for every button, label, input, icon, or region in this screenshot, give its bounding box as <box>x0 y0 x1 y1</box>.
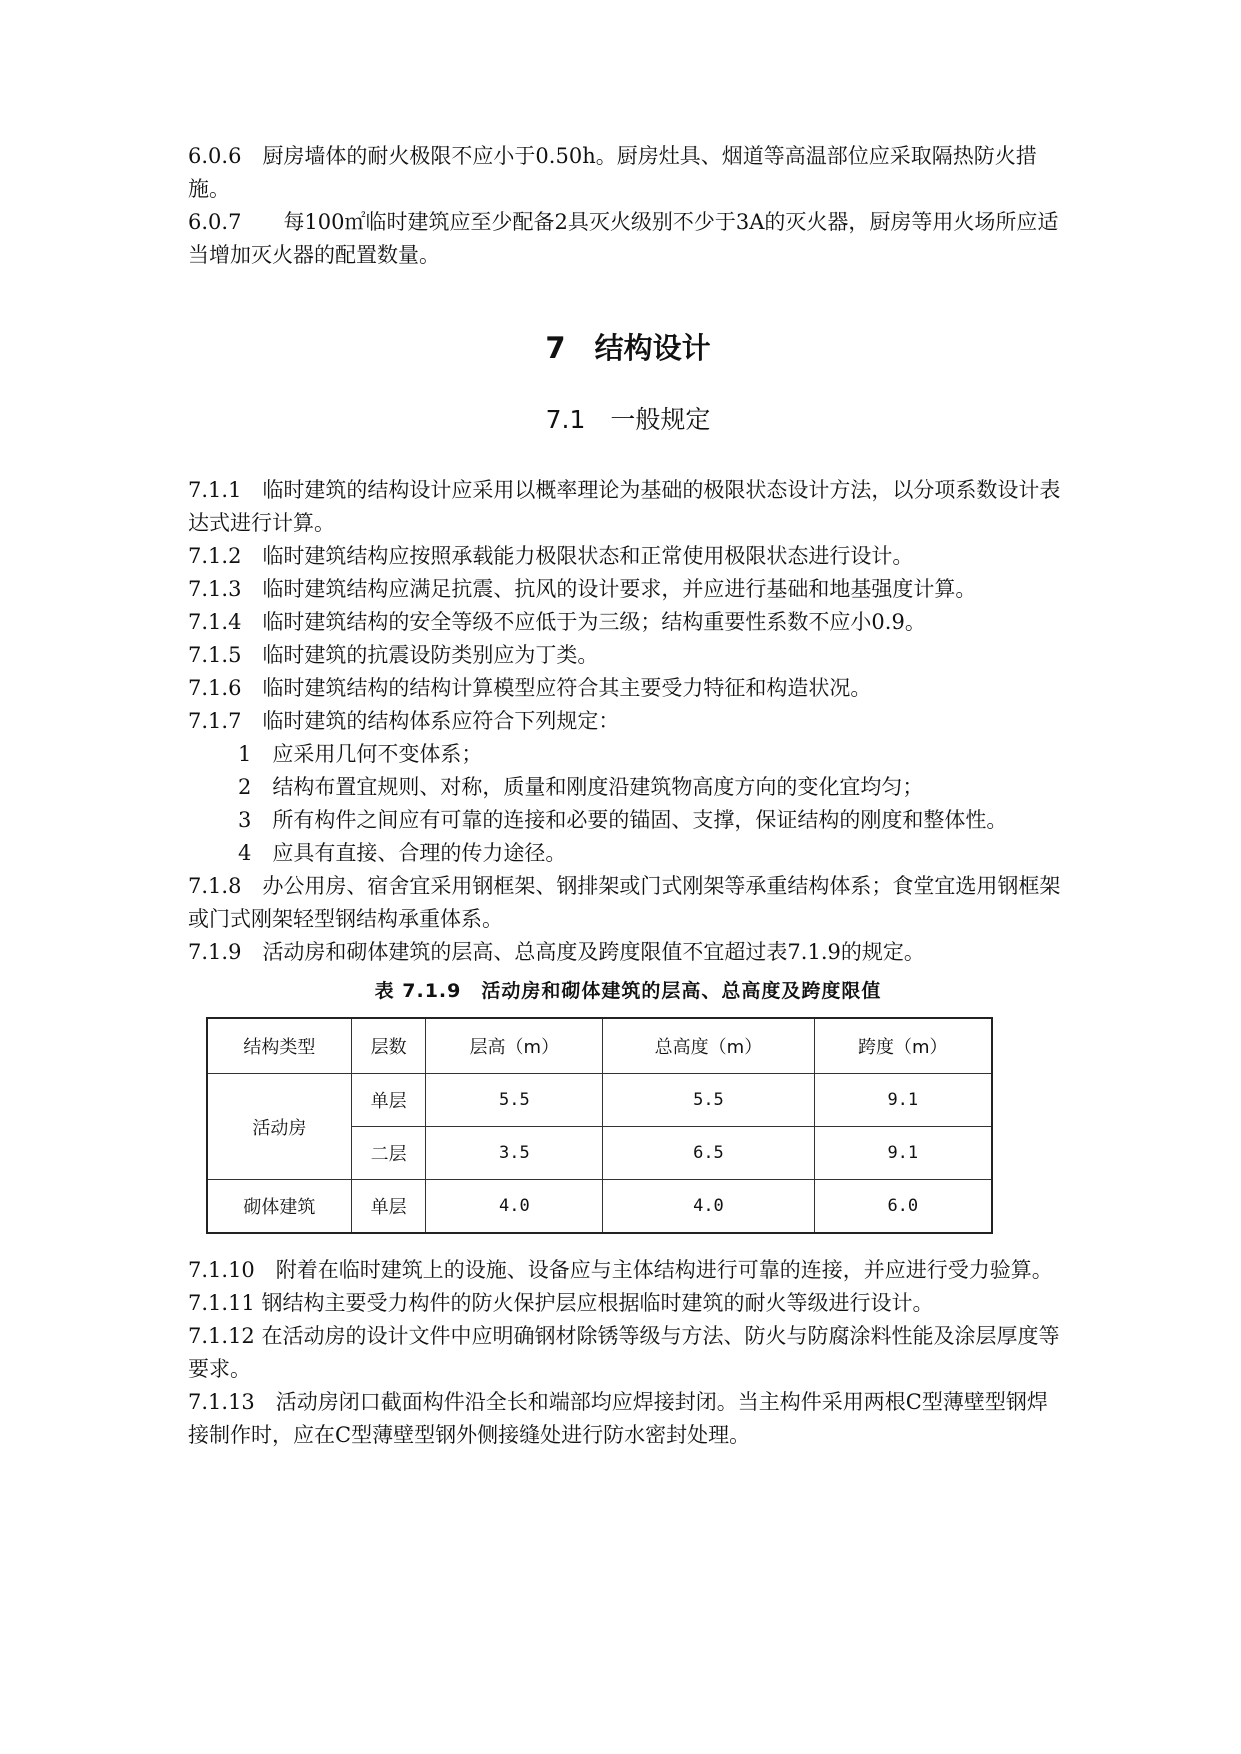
clause-text: 附着在临时建筑上的设施、设备应与主体结构进行可靠的连接，并应进行受力验算。 <box>275 1258 1053 1282</box>
total-height-cell: 4.0 <box>603 1180 814 1234</box>
clause-7-1-9 <box>188 936 1068 969</box>
column-header: 层数 <box>351 1018 426 1074</box>
clause-number: 7.1.5 <box>188 643 242 667</box>
total-height-cell: 6.5 <box>603 1127 814 1180</box>
clause-text: 办公用房、宿舍宜采用钢框架、钢排架或门式刚架等承重结构体系；食堂宜选用钢框架或门式刚架轻型钢结构承重体系。 <box>188 874 1061 931</box>
clause-7-1-4 <box>188 606 1068 639</box>
story-height-cell: 3.5 <box>426 1127 603 1180</box>
clause-7-1-7 <box>188 705 1068 738</box>
clause-6-0-6 <box>188 140 1068 206</box>
clause-text: 临时建筑的结构设计应采用以概率理论为基础的极限状态设计方法，以分项系数设计表达式进行计算。 <box>188 478 1061 535</box>
section-title: 一般规定 <box>610 405 711 434</box>
limits-table <box>206 1017 993 1234</box>
story-height-cell: 5.5 <box>426 1074 603 1127</box>
clause-text: 钢结构主要受力构件的防火保护层应根据临时建筑的耐火等级进行设计。 <box>261 1291 934 1315</box>
item-number: 4 <box>238 841 252 865</box>
clause-7-1-6 <box>188 672 1068 705</box>
clause-number: 7.1.1 <box>188 478 242 502</box>
table-row <box>207 1180 992 1234</box>
clause-number: 7.1.6 <box>188 676 242 700</box>
clause-7-1-3 <box>188 573 1068 606</box>
clause-text: 活动房和砌体建筑的层高、总高度及跨度限值不宜超过表7.1.9的规定。 <box>262 940 925 964</box>
item-number: 1 <box>238 742 252 766</box>
clause-text: 临时建筑的结构体系应符合下列规定： <box>262 709 620 733</box>
clause-text: 临时建筑结构的结构计算模型应符合其主要受力特征和构造状况。 <box>262 676 872 700</box>
clause-number: 7.1.13 <box>188 1390 255 1414</box>
clause-7-1-5 <box>188 639 1068 672</box>
floors-cell: 单层 <box>351 1074 426 1127</box>
total-height-cell: 5.5 <box>603 1074 814 1127</box>
document-page <box>188 140 1068 1452</box>
clause-text: 临时建筑结构应满足抗震、抗风的设计要求，并应进行基础和地基强度计算。 <box>262 577 977 601</box>
clause-6-0-7 <box>188 206 1068 272</box>
clause-number: 7.1.7 <box>188 709 242 733</box>
clause-number: 6.0.6 <box>188 144 242 168</box>
column-header: 跨度（m） <box>814 1018 992 1074</box>
clause-text: 活动房闭口截面构件沿全长和端部均应焊接封闭。当主构件采用两根C型薄壁型钢焊接制作时，应在C型薄壁型钢外侧接缝处进行防水密封处理。 <box>188 1390 1048 1447</box>
list-item <box>188 771 1068 804</box>
item-number: 3 <box>238 808 252 832</box>
story-height-cell: 4.0 <box>426 1180 603 1234</box>
clause-7-1-8 <box>188 870 1068 936</box>
clause-7-1-13 <box>188 1386 1068 1452</box>
clause-7-1-11 <box>188 1287 1068 1320</box>
item-text: 结构布置宜规则、对称，质量和刚度沿建筑物高度方向的变化宜均匀； <box>272 775 924 799</box>
chapter-heading <box>188 328 1068 368</box>
clause-text: 临时建筑结构的安全等级不应低于为三级；结构重要性系数不应小0.9。 <box>262 610 926 634</box>
list-item <box>188 804 1068 837</box>
clause-text: 每100㎡临时建筑应至少配备2具灭火级别不少于3A的灭火器，厨房等用火场所应适当增加灭火器的配置数量。 <box>188 210 1059 267</box>
section-number: 7.1 <box>545 405 586 434</box>
span-cell: 6.0 <box>814 1180 992 1234</box>
floors-cell: 二层 <box>351 1127 426 1180</box>
item-number: 2 <box>238 775 252 799</box>
clause-text: 厨房墙体的耐火极限不应小于0.50h。厨房灶具、烟道等高温部位应采取隔热防火措施。 <box>188 144 1037 201</box>
clause-7-1-12 <box>188 1320 1068 1386</box>
column-header: 层高（m） <box>426 1018 603 1074</box>
clause-7-1-1 <box>188 474 1068 540</box>
table-header-row <box>207 1018 992 1074</box>
clause-number: 7.1.2 <box>188 544 242 568</box>
column-header: 总高度（m） <box>603 1018 814 1074</box>
clause-7-1-10 <box>188 1254 1068 1287</box>
table-caption: 表 7.1.9 活动房和砌体建筑的层高、总高度及跨度限值 <box>374 980 882 1002</box>
clause-number: 7.1.9 <box>188 940 242 964</box>
structure-type-cell: 砌体建筑 <box>207 1180 351 1234</box>
column-header: 结构类型 <box>207 1018 351 1074</box>
list-item <box>188 738 1068 771</box>
clause-number: 7.1.3 <box>188 577 242 601</box>
floors-cell: 单层 <box>351 1180 426 1234</box>
clause-number: 7.1.10 <box>188 1258 255 1282</box>
span-cell: 9.1 <box>814 1074 992 1127</box>
clause-number: 7.1.12 <box>188 1324 255 1348</box>
list-item <box>188 837 1068 870</box>
item-text: 应采用几何不变体系； <box>272 742 483 766</box>
span-cell: 9.1 <box>814 1127 992 1180</box>
clause-text: 在活动房的设计文件中应明确钢材除锈等级与方法、防火与防腐涂料性能及涂层厚度等要求。 <box>188 1324 1060 1381</box>
section-heading <box>188 400 1068 440</box>
chapter-number: 7 <box>545 331 566 365</box>
structure-type-cell: 活动房 <box>207 1074 351 1180</box>
chapter-title: 结构设计 <box>594 331 711 365</box>
item-text: 应具有直接、合理的传力途径。 <box>272 841 567 865</box>
clause-text: 临时建筑的抗震设防类别应为丁类。 <box>262 643 599 667</box>
item-text: 所有构件之间应有可靠的连接和必要的锚固、支撑，保证结构的刚度和整体性。 <box>272 808 1008 832</box>
clause-number: 7.1.4 <box>188 610 242 634</box>
clause-7-1-2 <box>188 540 1068 573</box>
table-row <box>207 1074 992 1127</box>
clause-number: 7.1.8 <box>188 874 242 898</box>
clause-text: 临时建筑结构应按照承载能力极限状态和正常使用极限状态进行设计。 <box>262 544 914 568</box>
clause-number: 6.0.7 <box>188 210 242 234</box>
clause-number: 7.1.11 <box>188 1291 255 1315</box>
